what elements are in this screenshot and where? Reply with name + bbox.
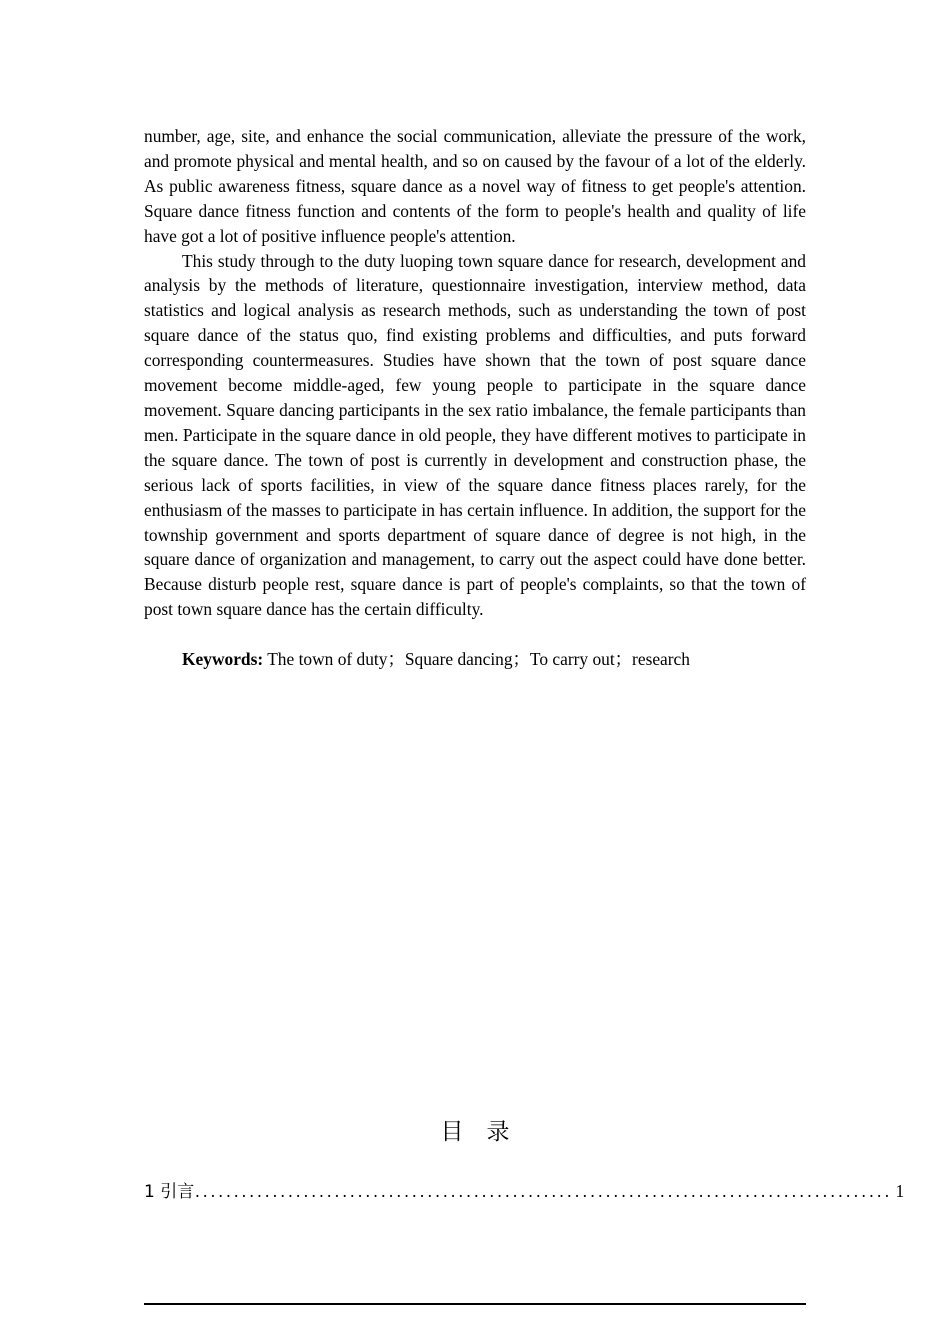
toc-entry-label: 1 引言 [144,1182,195,1202]
abstract-body [144,124,806,672]
toc-entry-page-number: 1 [895,1181,905,1201]
abstract-paragraph-2: This study through to the duty luoping town square dance for research, development and analysis by the methods of literature, questionnaire investigation, interview method, data statistics and logical analysis as research methods, such as understanding the town of post square dance of the status quo, find existing problems and difficulties, and puts forward corresponding countermeasures. Studies have shown that the town of post square dance movement become middle-aged, few young people to participate in the square dance movement. Square dancing participants in the sex ratio imbalance, the female participants than men. Participate in the square dance in old people, they have different motives to participate in the square dance. The town of post is currently in development and construction phase, the serious lack of sports facilities, in view of the square dance fitness places rarely, for the enthusiasm of the masses to participate in has certain influence. In addition, the support for the township government and sports department of square dance of degree is not high, in the square dance of organization and management, to carry out the aspect could have done better. Because disturb people rest, square dance is part of people's complaints, so that the town of post town square dance has the certain difficulty. [144,250,806,620]
toc-title: 目 录 [440,1119,510,1145]
keywords-text: The town of duty；Square dancing；To carry out；research [263,649,690,670]
abstract-paragraph-1: number, age, site, and enhance the social communication, alleviate the pressure of the work, and promote physical and mental health, and so on caused by the favour of a lot of the elderly. As public awareness fitness, square dance as a novel way of fitness to get people's attention. Square dance fitness function and contents of the form to people's health and quality of life have got a lot of positive influence people's attention. [144,126,806,246]
footer-divider [144,1303,806,1305]
toc-entry-leader: .......................................................................................... [195,1181,893,1201]
toc-entry[interactable] [144,1178,905,1205]
keywords-label: Keywords: [182,649,264,670]
keywords-line [144,647,806,672]
